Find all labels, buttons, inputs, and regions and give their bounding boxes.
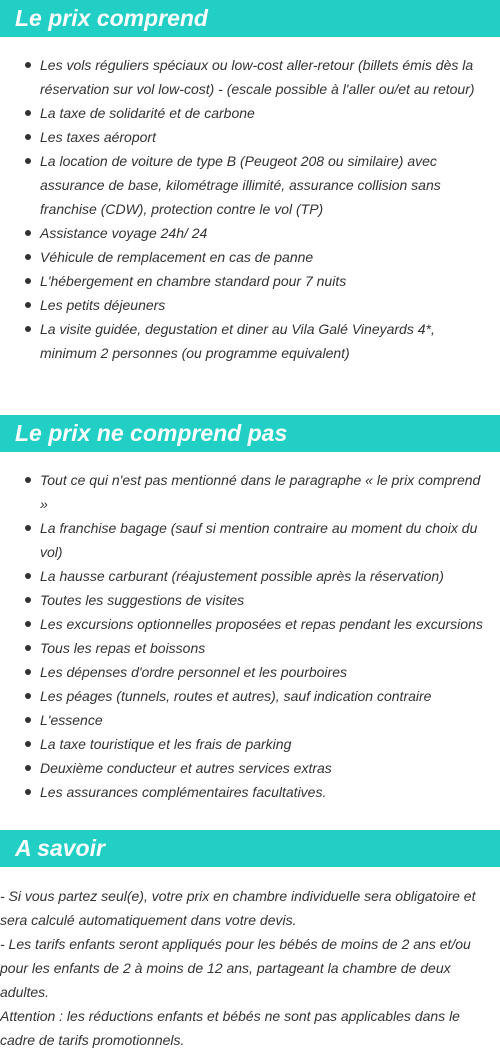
list-item: Les assurances complémentaires facultatives. [40, 780, 500, 804]
list-item: Toutes les suggestions de visites [40, 588, 500, 612]
list-item: Les taxes aéroport [40, 125, 500, 149]
list-item: Véhicule de remplacement en cas de panne [40, 245, 500, 269]
list-item: Les excursions optionnelles proposées et repas pendant les excursions [40, 612, 500, 636]
list-item: Assistance voyage 24h/ 24 [40, 221, 500, 245]
list-item: Tout ce qui n'est pas mentionné dans le paragraphe « le prix comprend » [40, 468, 500, 516]
info-section [0, 830, 500, 1052]
info-paragraph: - Les tarifs enfants seront appliqués pour les bébés de moins de 2 ans et/ou pour les enfants de 2 à moins de 12 ans, partageant la chambre de deux adultes. [0, 936, 471, 1000]
excluded-list [0, 468, 500, 804]
list-item: La taxe de solidarité et de carbone [40, 101, 500, 125]
info-paragraph: - Si vous partez seul(e), votre prix en chambre individuelle sera obligatoire et sera calculé automatiquement dans votre devis. [0, 888, 476, 928]
excluded-title: Le prix ne comprend pas [0, 415, 500, 452]
list-item: Tous les repas et boissons [40, 636, 500, 660]
list-item: Les petits déjeuners [40, 293, 500, 317]
info-title: A savoir [0, 830, 500, 867]
info-paragraph: Attention : les réductions enfants et bébés ne sont pas applicables dans le cadre de tarifs promotionnels. [0, 1008, 460, 1048]
list-item: La hausse carburant (réajustement possible après la réservation) [40, 564, 500, 588]
list-item: Deuxième conducteur et autres services extras [40, 756, 500, 780]
list-item: La taxe touristique et les frais de parking [40, 732, 500, 756]
list-item: Les dépenses d'ordre personnel et les pourboires [40, 660, 500, 684]
list-item: La visite guidée, degustation et diner au Vila Galé Vineyards 4*, minimum 2 personnes (ou programme equivalent) [40, 317, 500, 365]
list-item: L'essence [40, 708, 500, 732]
excluded-section [0, 415, 500, 804]
list-item: L'hébergement en chambre standard pour 7 nuits [40, 269, 500, 293]
list-item: La location de voiture de type B (Peugeot 208 ou similaire) avec assurance de base, kilométrage illimité, assurance collision sans franchise (CDW), protection contre le vol (TP) [40, 149, 500, 221]
list-item: Les vols réguliers spéciaux ou low-cost aller-retour (billets émis dès la réservation sur vol low-cost) - (escale possible à l'aller ou/et au retour) [40, 53, 500, 101]
included-title: Le prix comprend [0, 0, 500, 37]
included-section [0, 0, 500, 365]
info-text [0, 884, 500, 1052]
list-item: La franchise bagage (sauf si mention contraire au moment du choix du vol) [40, 516, 500, 564]
included-list [0, 53, 500, 365]
list-item: Les péages (tunnels, routes et autres), sauf indication contraire [40, 684, 500, 708]
